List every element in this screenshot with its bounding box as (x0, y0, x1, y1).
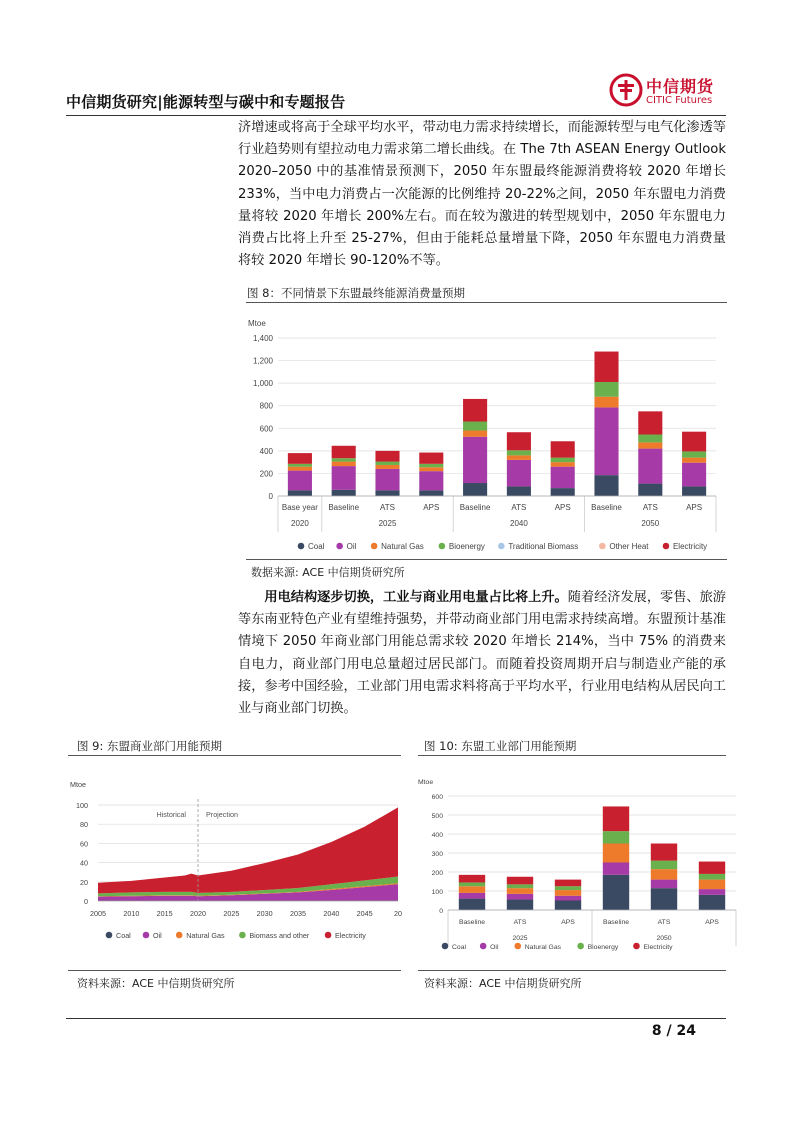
y-tick-label: 200 (259, 469, 273, 479)
legend-marker (336, 543, 343, 550)
bar-segment (603, 863, 629, 875)
y-tick-label: 1,200 (252, 356, 273, 366)
bar-segment (332, 490, 356, 496)
x-group-label: 2050 (641, 519, 660, 528)
legend-label: Coal (116, 931, 131, 940)
bar-segment (699, 880, 725, 890)
y-tick-label: 80 (80, 820, 88, 830)
figure-9-caption: 图 9: 东盟商业部门用能预期 (77, 739, 223, 753)
bar-segment (459, 882, 485, 886)
bar-segment (638, 434, 662, 442)
bar-segment (507, 455, 531, 460)
bar-segment (375, 462, 399, 465)
logo-chinese-name: 中信期货 (646, 77, 715, 96)
legend-marker (239, 932, 246, 939)
bar-segment (651, 844, 677, 861)
bar-segment (682, 432, 706, 452)
x-category-label: Baseline (602, 919, 630, 926)
x-category-label: Baseline (328, 503, 360, 512)
legend-label: Natural Gas (524, 944, 562, 951)
bar-segment (507, 894, 533, 900)
y-tick-label: 500 (431, 813, 443, 820)
bar-segment (551, 488, 575, 496)
x-category-label: ATS (642, 503, 658, 512)
legend-label: Oil (346, 542, 357, 551)
annotation-historical: Historical (156, 810, 186, 819)
paragraph-2 (238, 587, 726, 720)
legend-label: Bioenergy (448, 542, 485, 551)
bar-segment (555, 886, 581, 890)
x-group-label: 2040 (510, 519, 528, 528)
legend-label: Traditional Biomass (508, 542, 579, 551)
legend-marker (599, 543, 606, 550)
x-group-label: 2025 (378, 519, 397, 528)
y-tick-label: 20 (80, 877, 88, 887)
bar-segment (459, 886, 485, 893)
figure-9-bottom-rule (68, 970, 401, 971)
x-category-label: APS (705, 919, 719, 926)
page-number: 8 / 24 (651, 1023, 696, 1039)
paragraph-1: 济增速或将高于全球平均水平，带动电力需求持续增长，而能源转型与电气化渗透等行业趋势则有望拉动电力需求第二增长曲线。在 The 7th ASEAN Energy Outlook 2020–2050 中的基准情景预测下，2050 年东盟最终能源消费将较 2020 年增长 233%，当中电力消费占一次能源的比例维持 20-22%之间，2050 年东盟电力消费量将较 2020 年增长 200%左右。而在较为激进的转型规划中，2050 年东盟电力消费占比将上升至 25-27%，但由于能耗总量增量下降，2050 年东盟电力消费量将较 2020 年增长 90-120%不等。 (238, 120, 726, 269)
bar-segment (332, 458, 356, 461)
bar-segment (551, 441, 575, 457)
bar-segment (507, 432, 531, 450)
bar-segment (651, 861, 677, 870)
legend-marker (371, 543, 378, 550)
figure-9-top-rule (68, 755, 401, 756)
bar-segment (288, 464, 312, 467)
bar-segment (507, 450, 531, 455)
bar-segment (682, 486, 706, 496)
bar-segment (375, 451, 399, 462)
y-tick-label: 100 (76, 801, 88, 810)
bar-segment (419, 467, 443, 471)
legend-label: Natural Gas (381, 542, 424, 551)
bar-segment (551, 467, 575, 488)
bar-segment (699, 874, 725, 880)
area-series (98, 807, 398, 893)
legend-marker (106, 932, 113, 939)
bar-segment (419, 464, 443, 467)
figure-8-chart (246, 303, 727, 558)
bar-segment (651, 869, 677, 879)
figure-9-chart (68, 769, 403, 969)
bar-segment (419, 471, 443, 490)
x-group-label: 2020 (291, 519, 309, 528)
bar-segment (555, 890, 581, 896)
x-category-label: ATS (657, 919, 671, 926)
y-axis-unit: Mtoe (248, 319, 266, 328)
bar-segment (682, 451, 706, 457)
bar-segment (594, 407, 618, 475)
bar-segment (603, 844, 629, 863)
y-tick-label: 600 (431, 794, 443, 801)
x-tick-label: 2005 (90, 909, 106, 918)
bar-segment (603, 831, 629, 843)
y-tick-label: 1,400 (252, 334, 273, 343)
bar-segment (638, 484, 662, 496)
bar-segment (332, 466, 356, 490)
x-group-label: 2025 (512, 935, 528, 942)
x-category-label: APS (561, 919, 575, 926)
logo-english-name: CITIC Futures (646, 95, 713, 106)
bar-segment (594, 382, 618, 397)
x-category-label: APS (686, 503, 703, 512)
y-axis-unit: Mtoe (418, 779, 434, 786)
x-tick-label: 2040 (323, 909, 340, 918)
y-tick-label: 40 (80, 858, 88, 868)
bar-segment (288, 471, 312, 491)
bar-segment (507, 888, 533, 894)
bar-segment (463, 437, 487, 483)
bar-segment (507, 900, 533, 910)
bar-segment (594, 352, 618, 382)
bar-segment (682, 458, 706, 463)
bar-segment (555, 896, 581, 901)
y-tick-label: 300 (431, 851, 443, 858)
legend-marker (176, 932, 183, 939)
x-category-label: APS (423, 503, 440, 512)
x-category-label: Baseline (591, 503, 622, 512)
legend-marker (633, 943, 640, 950)
figure-8-source: 数据来源: ACE 中信期货研究所 (251, 566, 405, 579)
x-tick-label: 20 (394, 909, 402, 918)
legend-label: Natural Gas (186, 931, 225, 940)
legend-label: Other Heat (609, 542, 649, 551)
bar-segment (375, 469, 399, 490)
x-tick-label: 2030 (256, 909, 273, 918)
x-category-label: Baseline (459, 503, 491, 512)
bar-segment (332, 462, 356, 467)
bar-segment (463, 399, 487, 422)
legend-marker (439, 543, 446, 550)
y-tick-label: 100 (431, 889, 443, 896)
bar-segment (555, 901, 581, 911)
y-axis-unit: Mtoe (70, 780, 86, 789)
legend-label: Electricity (643, 944, 673, 951)
y-tick-label: 800 (259, 401, 273, 411)
header-rule (66, 115, 726, 116)
bar-segment (638, 442, 662, 448)
x-tick-label: 2015 (156, 909, 173, 918)
x-tick-label: 2035 (290, 909, 306, 918)
bar-segment (507, 877, 533, 885)
bar-segment (603, 806, 629, 831)
bar-segment (594, 397, 618, 408)
bar-segment (459, 899, 485, 910)
bar-segment (288, 453, 312, 464)
bar-segment (463, 483, 487, 496)
x-tick-label: 2020 (190, 909, 206, 918)
bar-segment (651, 880, 677, 889)
legend-marker (498, 543, 505, 550)
x-category-label: Base year (281, 503, 318, 512)
bar-segment (288, 467, 312, 471)
bar-segment (332, 446, 356, 458)
bar-segment (419, 453, 443, 464)
x-category-label: ATS (511, 503, 527, 512)
legend-marker (663, 543, 670, 550)
figure-10-caption: 图 10: 东盟工业部门用能预期 (424, 739, 577, 753)
x-tick-label: 2045 (356, 909, 373, 918)
bar-segment (288, 490, 312, 496)
legend-label: Electricity (672, 542, 708, 551)
bar-segment (699, 889, 725, 895)
figure-8-bottom-rule (246, 559, 727, 560)
y-tick-label: 200 (431, 870, 443, 877)
legend-marker (514, 943, 521, 950)
legend-marker (325, 932, 332, 939)
y-tick-label: 0 (84, 897, 88, 906)
x-category-label: Baseline (458, 919, 486, 926)
y-tick-label: 400 (431, 832, 443, 839)
y-tick-label: 60 (80, 839, 88, 849)
bar-segment (463, 422, 487, 431)
legend-marker (143, 932, 150, 939)
x-tick-label: 2025 (223, 909, 240, 918)
figure-10-chart (418, 769, 738, 969)
y-tick-label: 0 (268, 492, 273, 501)
x-category-label: ATS (513, 919, 527, 926)
y-tick-label: 0 (439, 908, 443, 915)
figure-9-source: 资料来源：ACE 中信期货研究所 (77, 977, 235, 990)
figure-10-top-rule (418, 755, 726, 756)
bar-segment (551, 458, 575, 463)
bar-segment (638, 449, 662, 484)
legend-label: Oil (152, 931, 162, 940)
bar-segment (638, 411, 662, 434)
bar-segment (603, 875, 629, 910)
x-category-label: APS (554, 503, 571, 512)
bar-segment (463, 431, 487, 437)
bar-segment (507, 486, 531, 496)
bar-segment (419, 490, 443, 496)
footer-rule (66, 1018, 726, 1019)
y-tick-label: 400 (259, 446, 273, 456)
bar-segment (375, 490, 399, 496)
bar-segment (555, 880, 581, 887)
y-tick-label: 1,000 (252, 379, 273, 389)
y-tick-label: 600 (259, 424, 273, 434)
bar-segment (682, 463, 706, 487)
bar-segment (459, 893, 485, 899)
legend-label: Electricity (335, 931, 366, 940)
legend-label: Coal (308, 542, 325, 551)
x-category-label: ATS (380, 503, 395, 512)
paragraph-2-text: 随着经济发展，零售、旅游等东南亚特色产业有望维持强势，并带动商业部门用电需求持续高增。东盟预计基准情境下 2050 年商业部门用能总需求较 2020 年增长 214%，当中 75% 的消费来自电力，商业部门用电总量超过居民部门。而随着投资周期开启与制造业产能的承接，参考中国经验，工业部门用电需求料将高于平均水平，行业用电结构从居民向工业与商业部门切换。 (238, 590, 726, 717)
bar-segment (699, 862, 725, 874)
legend-label: Biomass and other (249, 931, 310, 940)
x-group-label: 2050 (656, 935, 672, 942)
legend-label: Coal (452, 944, 466, 951)
bar-segment (594, 475, 618, 496)
legend-marker (442, 943, 449, 950)
figure-10-source: 资料来源：ACE 中信期货研究所 (424, 977, 582, 990)
x-tick-label: 2010 (123, 909, 140, 918)
annotation-projection: Projection (206, 810, 238, 819)
legend-marker (577, 943, 584, 950)
bar-segment (699, 895, 725, 910)
bar-segment (551, 462, 575, 467)
figure-10-bottom-rule (418, 970, 726, 971)
bar-segment (507, 884, 533, 888)
legend-label: Bioenergy (587, 944, 619, 951)
legend-label: Oil (490, 944, 499, 951)
bar-segment (459, 875, 485, 883)
bar-segment (375, 465, 399, 469)
legend-marker (480, 943, 487, 950)
bar-segment (651, 888, 677, 910)
bar-segment (507, 460, 531, 487)
figure-8-caption: 图 8：不同情景下东盟最终能源消费量预期 (247, 286, 465, 300)
report-header-title: 中信期货研究|能源转型与碳中和专题报告 (66, 93, 346, 111)
paragraph-2-bold-lead: 用电结构逐步切换，工业与商业用电量占比将上升。 (264, 590, 568, 605)
legend-marker (298, 543, 305, 550)
